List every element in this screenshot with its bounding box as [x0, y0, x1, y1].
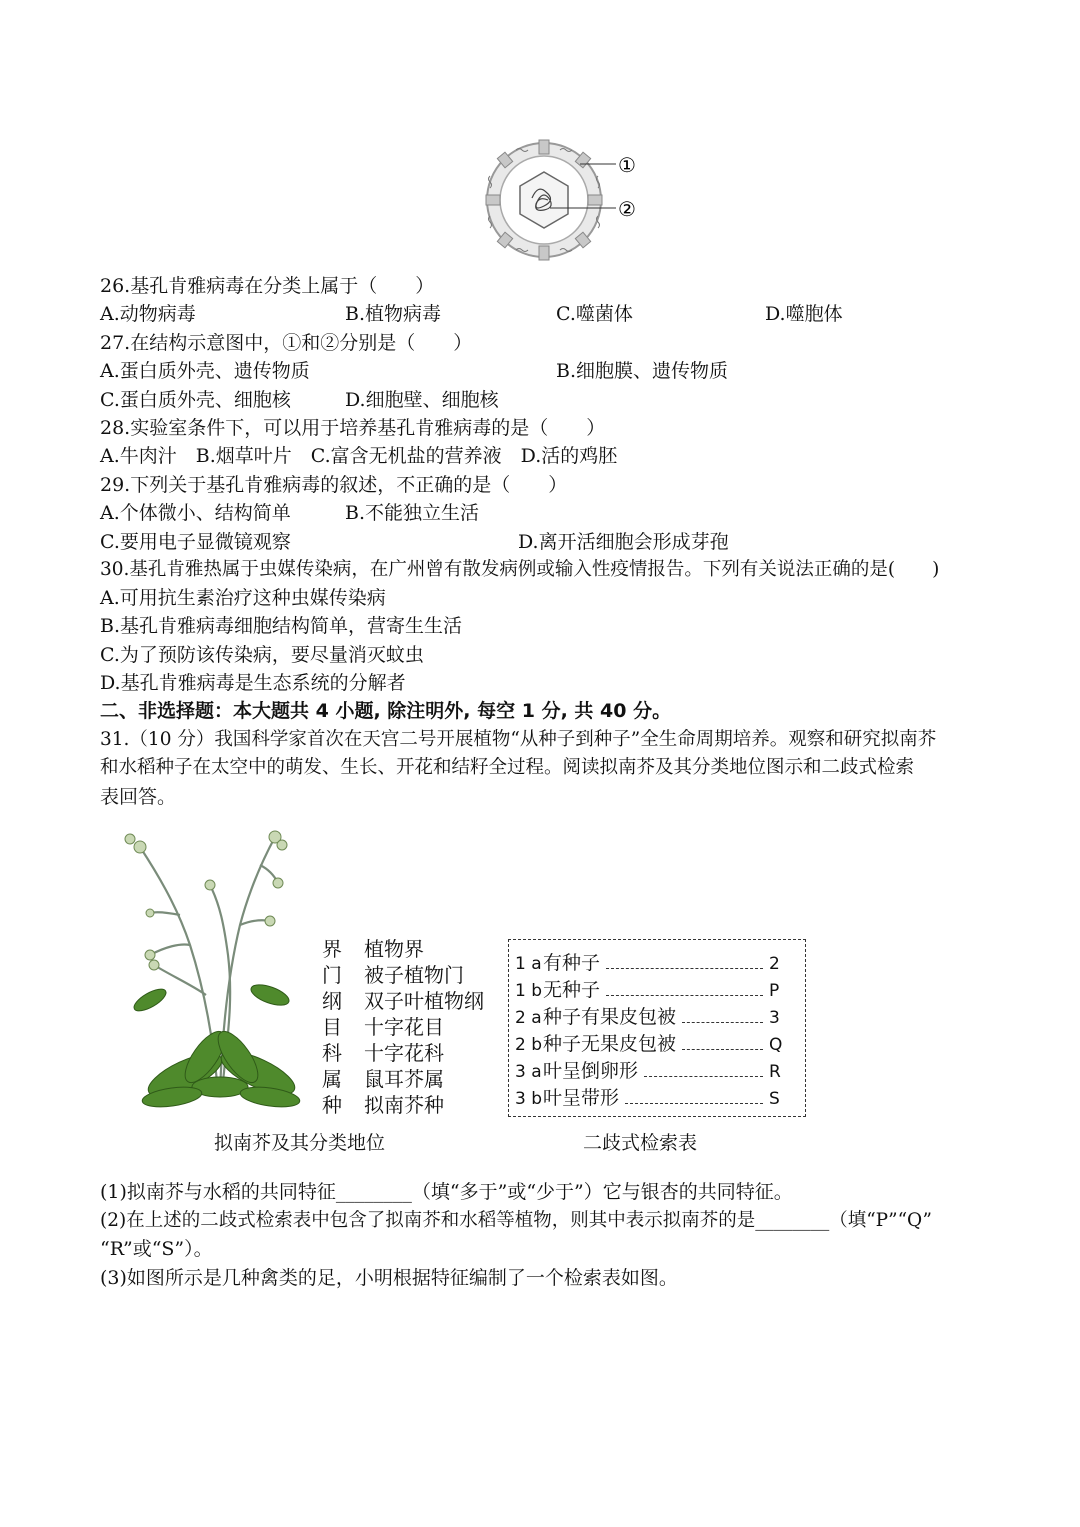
- taxonomy-rank: 科: [322, 1041, 342, 1065]
- taxonomy-rank: 属: [322, 1067, 342, 1091]
- q27-option-b: B.细胞膜、遗传物质: [556, 360, 729, 382]
- q31-part3: (3)如图所示是几种禽类的足，小明根据特征编制了一个检索表如图。: [100, 1267, 678, 1289]
- key-text: 叶呈带形: [543, 1087, 620, 1109]
- key-text: 种子无果皮包被: [543, 1033, 677, 1055]
- taxonomy-list: [322, 936, 484, 1118]
- q26-option-d: D.噬胞体: [765, 303, 843, 325]
- key-caption: 二歧式检索表: [583, 1132, 698, 1154]
- key-row: [515, 1004, 785, 1031]
- taxonomy-name: 十字花科: [364, 1041, 444, 1065]
- key-result: P: [769, 981, 780, 1001]
- key-result: R: [769, 1062, 781, 1082]
- key-result: 2: [769, 954, 780, 974]
- q31-intro-line3: 表回答。: [100, 786, 177, 808]
- q30-stem: 30.基孔肯雅热属于虫媒传染病，在广州曾有散发病例或输入性疫情报告。下列有关说法正确的是( ): [100, 559, 940, 580]
- key-row: [515, 1031, 785, 1058]
- taxonomy-rank: 界: [322, 937, 342, 961]
- arabidopsis-plant-illustration: [110, 825, 320, 1125]
- q27-option-c: C.蛋白质外壳、细胞核: [100, 389, 291, 411]
- q26-option-a: A.动物病毒: [100, 303, 196, 325]
- key-code: 2 a: [515, 1008, 542, 1028]
- key-result: Q: [769, 1035, 783, 1055]
- taxonomy-rank: 纲: [322, 989, 342, 1013]
- q30-option-d: D.基孔肯雅病毒是生态系统的分解者: [100, 672, 406, 694]
- q26-option-c: C.噬菌体: [556, 303, 633, 325]
- taxonomy-rank: 门: [322, 963, 342, 987]
- key-code: 1 b: [515, 981, 543, 1001]
- key-leader: [644, 1076, 763, 1077]
- key-text: 无种子: [543, 979, 601, 1001]
- taxonomy-row: [322, 988, 484, 1014]
- section-2-heading: 二、非选择题：本大题共 4 小题, 除注明外, 每空 1 分, 共 40 分。: [100, 700, 672, 722]
- dichotomous-key: [515, 950, 785, 1112]
- q30-option-c: C.为了预防该传染病，要尽量消灭蚊虫: [100, 644, 424, 666]
- q27-option-d: D.细胞壁、细胞核: [345, 389, 499, 411]
- key-code: 3 a: [515, 1062, 542, 1082]
- key-result: 3: [769, 1008, 780, 1028]
- q29-option-c: C.要用电子显微镜观察: [100, 531, 291, 553]
- q29-option-d: D.离开活细胞会形成芽孢: [518, 531, 729, 553]
- taxonomy-name: 鼠耳芥属: [364, 1067, 444, 1091]
- taxonomy-name: 十字花目: [364, 1015, 444, 1039]
- taxonomy-row: [322, 1066, 484, 1092]
- key-text: 有种子: [543, 952, 601, 974]
- key-result: S: [769, 1089, 780, 1109]
- taxonomy-rank: 种: [322, 1093, 342, 1117]
- taxonomy-name: 拟南芥种: [364, 1093, 444, 1117]
- key-row: [515, 1058, 785, 1085]
- taxonomy-rank: 目: [322, 1015, 342, 1039]
- key-leader: [606, 995, 763, 996]
- taxonomy-name: 被子植物门: [364, 963, 464, 987]
- q31-part1: (1)拟南芥与水稻的共同特征________（填“多于”或“少于”）它与银杏的共同特征。: [100, 1181, 793, 1203]
- key-leader: [682, 1022, 763, 1023]
- q26-stem: 26.基孔肯雅病毒在分类上属于（ ）: [100, 275, 435, 297]
- virus-structure-diagram: [476, 136, 646, 264]
- key-row: [515, 950, 785, 977]
- q31-part2-line1: (2)在上述的二歧式检索表中包含了拟南芥和水稻等植物，则其中表示拟南芥的是________（填“P”“Q”: [100, 1210, 932, 1231]
- taxonomy-row: [322, 1040, 484, 1066]
- q31-intro-line1: 31.（10 分）我国科学家首次在天宫二号开展植物“从种子到种子”全生命周期培养。观察和研究拟南芥: [100, 729, 937, 750]
- q26-option-b: B.植物病毒: [345, 303, 442, 325]
- diagram-label-1: ①: [618, 153, 636, 177]
- key-code: 3 b: [515, 1089, 543, 1109]
- key-leader: [606, 968, 763, 969]
- taxonomy-row: [322, 962, 484, 988]
- key-code: 2 b: [515, 1035, 543, 1055]
- key-text: 叶呈倒卵形: [543, 1060, 639, 1082]
- taxonomy-row: [322, 1092, 484, 1118]
- q29-option-b: B.不能独立生活: [345, 502, 480, 524]
- key-leader: [682, 1049, 763, 1050]
- q28-stem: 28.实验室条件下，可以用于培养基孔肯雅病毒的是（ ）: [100, 417, 606, 439]
- key-row: [515, 977, 785, 1004]
- key-text: 种子有果皮包被: [543, 1006, 677, 1028]
- taxonomy-caption: 拟南芥及其分类地位: [214, 1132, 386, 1154]
- key-row: [515, 1085, 785, 1112]
- q27-option-a: A.蛋白质外壳、遗传物质: [100, 360, 310, 382]
- q31-part2-line2: “R”或“S”）。: [100, 1238, 213, 1260]
- q28-options: A.牛肉汁 B.烟草叶片 C.富含无机盐的营养液 D.活的鸡胚: [100, 445, 618, 467]
- taxonomy-row: [322, 936, 484, 962]
- q27-stem: 27.在结构示意图中，①和②分别是（ ）: [100, 332, 473, 354]
- key-code: 1 a: [515, 954, 542, 974]
- q29-stem: 29.下列关于基孔肯雅病毒的叙述，不正确的是（ ）: [100, 474, 568, 496]
- q29-option-a: A.个体微小、结构简单: [100, 502, 291, 524]
- taxonomy-name: 植物界: [364, 937, 424, 961]
- q30-option-b: B.基孔肯雅病毒细胞结构简单，营寄生生活: [100, 615, 463, 637]
- q30-option-a: A.可用抗生素治疗这种虫媒传染病: [100, 587, 386, 609]
- q31-intro-line2: 和水稻种子在太空中的萌发、生长、开花和结籽全过程。阅读拟南芥及其分类地位图示和二歧式检索: [100, 757, 915, 778]
- key-leader: [625, 1103, 763, 1104]
- taxonomy-name: 双子叶植物纲: [364, 989, 484, 1013]
- taxonomy-row: [322, 1014, 484, 1040]
- diagram-label-2: ②: [618, 197, 636, 221]
